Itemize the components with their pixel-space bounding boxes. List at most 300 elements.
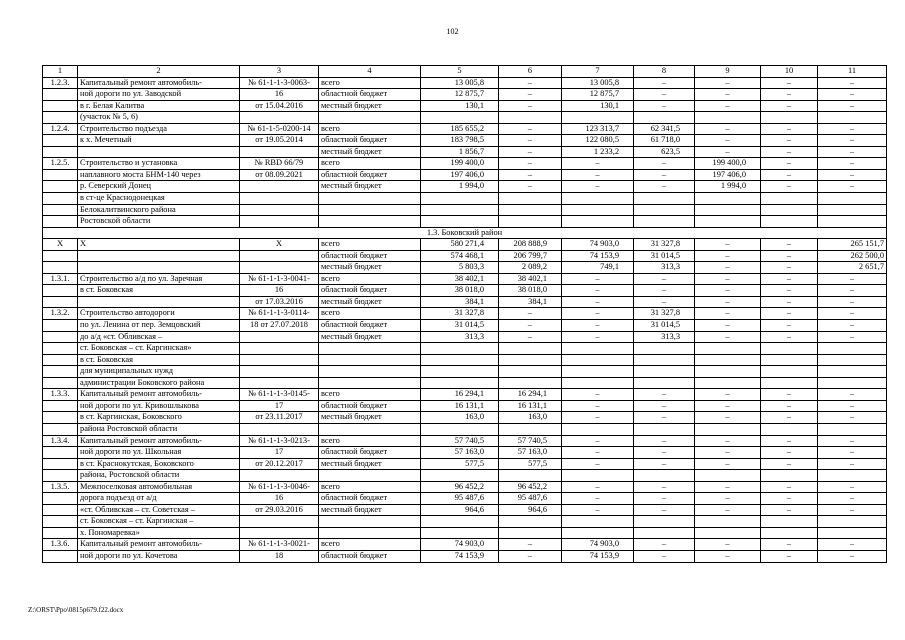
table-cell-c11: –	[818, 100, 887, 112]
table-cell-c2: в г. Белая Калитва	[78, 100, 240, 112]
table-cell-c1	[43, 181, 78, 193]
table-cell-c6: –	[499, 169, 562, 181]
table-cell-c5	[421, 516, 499, 528]
table-cell-c8: 623,5	[634, 146, 695, 158]
table-cell-c11: –	[818, 123, 887, 135]
table-row	[43, 331, 887, 343]
table-cell-c6: 38 018,0	[499, 285, 562, 297]
table-cell-c9	[695, 354, 761, 366]
column-header: 1	[43, 66, 78, 78]
table-row	[43, 135, 887, 147]
table-cell-c9: –	[695, 285, 761, 297]
table-row	[43, 296, 887, 308]
table-cell-c11: –	[818, 285, 887, 297]
table-cell-c9: 1 994,0	[695, 181, 761, 193]
table-cell-c3: № 61-1-5-0200-14	[240, 123, 319, 135]
table-cell-c11	[818, 354, 887, 366]
table-cell-c1	[43, 285, 78, 297]
table-cell-c8	[634, 366, 695, 378]
table-cell-c7: 74 153,9	[562, 550, 634, 562]
table-cell-c2: Строительство и установка	[78, 158, 240, 170]
table-cell-c6: 2 089,2	[499, 262, 562, 274]
table-cell-c3	[240, 343, 319, 355]
table-cell-c8: 61 718,0	[634, 135, 695, 147]
column-header: 9	[695, 66, 761, 78]
table-cell-c2: Капитальный ремонт автомобиль-	[78, 435, 240, 447]
table-cell-c9: –	[695, 250, 761, 262]
table-cell-c1	[43, 412, 78, 424]
table-row	[43, 377, 887, 389]
table-cell-c7: 13 005,8	[562, 77, 634, 89]
table-cell-c11: –	[818, 89, 887, 101]
table-cell-c9: –	[695, 296, 761, 308]
table-row	[43, 216, 887, 228]
table-cell-c1: 1.3.1.	[43, 273, 78, 285]
table-cell-c3: № 61-1-1-3-0041-	[240, 273, 319, 285]
table-cell-c9: –	[695, 320, 761, 332]
table-row	[43, 77, 887, 89]
table-cell-c10	[761, 193, 818, 205]
table-cell-c5: 964,6	[421, 504, 499, 516]
table-cell-c6: –	[499, 320, 562, 332]
table-cell-c7	[562, 216, 634, 228]
table-cell-c10: –	[761, 481, 818, 493]
table-row	[43, 412, 887, 424]
table-cell-c5	[421, 470, 499, 482]
table-cell-c10: –	[761, 181, 818, 193]
table-cell-c7: –	[562, 181, 634, 193]
table-cell-c5: 313,3	[421, 331, 499, 343]
table-cell-c9	[695, 112, 761, 124]
table-cell-c3: № 61-1-1-3-0046-	[240, 481, 319, 493]
table-cell-c10: –	[761, 493, 818, 505]
table-cell-c5: 130,1	[421, 100, 499, 112]
table-cell-c2: администрации Боковского района	[78, 377, 240, 389]
table-cell-c2: Капитальный ремонт автомобиль-	[78, 77, 240, 89]
table-cell-c10	[761, 343, 818, 355]
section-title-row	[43, 227, 887, 239]
table-cell-c2: Белокалитвинского района	[78, 204, 240, 216]
table-cell-c11: –	[818, 493, 887, 505]
table-cell-c9	[695, 423, 761, 435]
table-cell-c1	[43, 493, 78, 505]
table-cell-c11: –	[818, 135, 887, 147]
table-cell-c6: –	[499, 146, 562, 158]
table-cell-c6: 384,1	[499, 296, 562, 308]
table-cell-c6: 16 294,1	[499, 389, 562, 401]
table-cell-c6: 577,5	[499, 458, 562, 470]
table-cell-c6	[499, 516, 562, 528]
table-row	[43, 250, 887, 262]
table-cell-c6: –	[499, 135, 562, 147]
table-cell-c5: 1 994,0	[421, 181, 499, 193]
table-cell-c4: всего	[319, 539, 421, 551]
table-cell-c1	[43, 262, 78, 274]
table-cell-c8: –	[634, 169, 695, 181]
table-cell-c1	[43, 527, 78, 539]
table-cell-c3: 18 от 27.07.2018	[240, 320, 319, 332]
table-cell-c1	[43, 516, 78, 528]
table-cell-c5: 384,1	[421, 296, 499, 308]
table-cell-c10: –	[761, 458, 818, 470]
table-cell-c10: –	[761, 77, 818, 89]
table-cell-c2: ной дороги по ул. Школьная	[78, 447, 240, 459]
table-cell-c8: –	[634, 285, 695, 297]
table-cell-c9: 199 400,0	[695, 158, 761, 170]
table-cell-c9: –	[695, 493, 761, 505]
table-cell-c1	[43, 504, 78, 516]
table-cell-c8: –	[634, 77, 695, 89]
table-cell-c7: –	[562, 273, 634, 285]
table-cell-c9: –	[695, 539, 761, 551]
table-cell-c6: –	[499, 100, 562, 112]
table-cell-c4	[319, 516, 421, 528]
table-cell-c5	[421, 377, 499, 389]
table-cell-c7: 74 903,0	[562, 539, 634, 551]
table-cell-c11: –	[818, 435, 887, 447]
table-cell-c4: всего	[319, 158, 421, 170]
table-row	[43, 435, 887, 447]
table-cell-c4	[319, 470, 421, 482]
table-row	[43, 285, 887, 297]
table-cell-c4: местный бюджет	[319, 181, 421, 193]
table-cell-c10: –	[761, 539, 818, 551]
table-cell-c3: от 08.09.2021	[240, 169, 319, 181]
table-cell-c11: –	[818, 158, 887, 170]
table-row	[43, 123, 887, 135]
table-cell-c6: 38 402,1	[499, 273, 562, 285]
table-cell-c5	[421, 112, 499, 124]
table-cell-c10: –	[761, 550, 818, 562]
table-cell-c1	[43, 458, 78, 470]
table-cell-c11	[818, 527, 887, 539]
table-cell-c11	[818, 193, 887, 205]
table-cell-c11: –	[818, 296, 887, 308]
table-cell-c10: –	[761, 146, 818, 158]
table-row	[43, 504, 887, 516]
table-cell-c10	[761, 423, 818, 435]
table-cell-c5	[421, 423, 499, 435]
table-cell-c7: 749,1	[562, 262, 634, 274]
table-cell-c2: Строительство подъезда	[78, 123, 240, 135]
table-cell-c7: 12 875,7	[562, 89, 634, 101]
table-cell-c2: х. Пономаревка»	[78, 527, 240, 539]
table-cell-c9	[695, 343, 761, 355]
table-cell-c4: всего	[319, 123, 421, 135]
table-cell-c7: –	[562, 435, 634, 447]
table-cell-c3: 18	[240, 550, 319, 562]
table-cell-c6: –	[499, 550, 562, 562]
table-cell-c3: от 17.03.2016	[240, 296, 319, 308]
table-cell-c4: всего	[319, 435, 421, 447]
table-cell-c8: –	[634, 389, 695, 401]
table-cell-c7: –	[562, 481, 634, 493]
table-cell-c10	[761, 527, 818, 539]
table-cell-c8: –	[634, 100, 695, 112]
table-cell-c6: 208 888,9	[499, 239, 562, 251]
table-cell-c9	[695, 377, 761, 389]
table-cell-c4: областной бюджет	[319, 285, 421, 297]
table-cell-c5: 38 018,0	[421, 285, 499, 297]
table-cell-c5	[421, 193, 499, 205]
table-cell-c3	[240, 527, 319, 539]
column-header: 3	[240, 66, 319, 78]
table-cell-c4	[319, 366, 421, 378]
table-cell-c1	[43, 377, 78, 389]
table-cell-c7: –	[562, 412, 634, 424]
table-cell-c7: –	[562, 458, 634, 470]
table-cell-c8	[634, 516, 695, 528]
table-cell-c3: № 61-1-1-3-0114-	[240, 308, 319, 320]
table-cell-c11: 2 651,7	[818, 262, 887, 274]
table-cell-c10: –	[761, 400, 818, 412]
table-cell-c6	[499, 470, 562, 482]
table-cell-c7	[562, 423, 634, 435]
column-header: 8	[634, 66, 695, 78]
table-cell-c10: –	[761, 273, 818, 285]
table-cell-c6: 163,0	[499, 412, 562, 424]
table-cell-c2: Ростовской области	[78, 216, 240, 228]
table-cell-c7	[562, 343, 634, 355]
table-cell-c3	[240, 181, 319, 193]
table-cell-c10	[761, 516, 818, 528]
table-cell-c9: –	[695, 458, 761, 470]
table-cell-c1	[43, 550, 78, 562]
table-cell-c11: –	[818, 308, 887, 320]
table-cell-c7	[562, 527, 634, 539]
table-row	[43, 146, 887, 158]
table-cell-c11: –	[818, 481, 887, 493]
table-cell-c9: –	[695, 146, 761, 158]
table-cell-c8: 31 327,8	[634, 239, 695, 251]
table-cell-c5: 5 803,3	[421, 262, 499, 274]
table-cell-c1	[43, 470, 78, 482]
table-cell-c1	[43, 169, 78, 181]
table-cell-c4: всего	[319, 273, 421, 285]
table-cell-c9: –	[695, 389, 761, 401]
table-cell-c10	[761, 112, 818, 124]
table-cell-c6: 95 487,6	[499, 493, 562, 505]
table-cell-c11: –	[818, 539, 887, 551]
table-cell-c3	[240, 193, 319, 205]
table-cell-c1: 1.2.4.	[43, 123, 78, 135]
table-cell-c8: –	[634, 539, 695, 551]
table-cell-c10: –	[761, 169, 818, 181]
table-cell-c6: –	[499, 158, 562, 170]
table-cell-c8: –	[634, 296, 695, 308]
table-cell-c6	[499, 423, 562, 435]
table-cell-c3	[240, 516, 319, 528]
table-cell-c3	[240, 250, 319, 262]
table-cell-c2: для муниципальных нужд	[78, 366, 240, 378]
table-cell-c8: –	[634, 504, 695, 516]
table-cell-c1	[43, 423, 78, 435]
table-cell-c4	[319, 377, 421, 389]
table-cell-c5: 13 005,8	[421, 77, 499, 89]
table-cell-c8	[634, 527, 695, 539]
table-cell-c2: р. Северский Донец	[78, 181, 240, 193]
table-cell-c11: –	[818, 400, 887, 412]
table-cell-c1	[43, 204, 78, 216]
table-cell-c11: –	[818, 169, 887, 181]
table-cell-c10	[761, 470, 818, 482]
table-cell-c3: 17	[240, 400, 319, 412]
table-cell-c8: 313,3	[634, 331, 695, 343]
table-cell-c8	[634, 470, 695, 482]
table-cell-c6	[499, 216, 562, 228]
table-cell-c4	[319, 193, 421, 205]
table-row	[43, 308, 887, 320]
table-cell-c2: «ст. Обливская – ст. Советская –	[78, 504, 240, 516]
table-cell-c9	[695, 527, 761, 539]
table-cell-c6	[499, 193, 562, 205]
table-cell-c2	[78, 296, 240, 308]
table-cell-c10: –	[761, 123, 818, 135]
table-cell-c8: –	[634, 458, 695, 470]
table-cell-c2: до а/д «ст. Обливская –	[78, 331, 240, 343]
table-row	[43, 112, 887, 124]
table-cell-c4	[319, 204, 421, 216]
table-cell-c4: местный бюджет	[319, 412, 421, 424]
table-cell-c8: –	[634, 158, 695, 170]
table-cell-c3: от 19.05.2014	[240, 135, 319, 147]
table-cell-c11: –	[818, 181, 887, 193]
table-cell-c2: района, Ростовской области	[78, 470, 240, 482]
table-cell-c9: –	[695, 481, 761, 493]
table-cell-c4: всего	[319, 77, 421, 89]
table-cell-c2: по ул. Ленина от пер. Земцовский	[78, 320, 240, 332]
table-row	[43, 343, 887, 355]
table-cell-c6: 96 452,2	[499, 481, 562, 493]
table-cell-c11	[818, 343, 887, 355]
table-cell-c4: областной бюджет	[319, 169, 421, 181]
table-cell-c3	[240, 423, 319, 435]
table-cell-c4	[319, 216, 421, 228]
table-cell-c4	[319, 112, 421, 124]
table-cell-c7: –	[562, 158, 634, 170]
table-cell-c1	[43, 146, 78, 158]
table-cell-c9: –	[695, 308, 761, 320]
table-cell-c1	[43, 331, 78, 343]
table-cell-c4	[319, 343, 421, 355]
table-cell-c7: 123 313,7	[562, 123, 634, 135]
table-cell-c6: –	[499, 123, 562, 135]
table-cell-c3: от 15.04.2016	[240, 100, 319, 112]
table-cell-c2: в ст. Краснокутская, Боковского	[78, 458, 240, 470]
table-cell-c7	[562, 193, 634, 205]
table-cell-c8: 31 014,5	[634, 250, 695, 262]
column-header: 11	[818, 66, 887, 78]
table-cell-c3	[240, 146, 319, 158]
table-cell-c5: 57 740,5	[421, 435, 499, 447]
table-cell-c7: 1 233,2	[562, 146, 634, 158]
table-cell-c5: 95 487,6	[421, 493, 499, 505]
table-cell-c9: –	[695, 400, 761, 412]
table-cell-c8	[634, 343, 695, 355]
table-cell-c4	[319, 527, 421, 539]
table-cell-c4: местный бюджет	[319, 331, 421, 343]
table-cell-c2: Капитальный ремонт автомобиль-	[78, 389, 240, 401]
column-header: 6	[499, 66, 562, 78]
table-row	[43, 262, 887, 274]
table-cell-c2: ной дороги по ул. Заводской	[78, 89, 240, 101]
table-cell-c9	[695, 216, 761, 228]
table-cell-c6: 964,6	[499, 504, 562, 516]
table-cell-c1: 1.3.4.	[43, 435, 78, 447]
table-cell-c8: –	[634, 89, 695, 101]
table-cell-c10: –	[761, 296, 818, 308]
table-cell-c3	[240, 262, 319, 274]
table-cell-c1	[43, 366, 78, 378]
table-row	[43, 493, 887, 505]
table-cell-c3: 16	[240, 493, 319, 505]
table-cell-c1	[43, 400, 78, 412]
table-cell-c8	[634, 423, 695, 435]
table-row	[43, 389, 887, 401]
table-cell-c11	[818, 204, 887, 216]
table-cell-c8	[634, 204, 695, 216]
table-cell-c2: ной дороги по ул. Кочетова	[78, 550, 240, 562]
table-cell-c5: 16 131,1	[421, 400, 499, 412]
table-row	[43, 204, 887, 216]
table-cell-c10: –	[761, 504, 818, 516]
table-cell-c2: Межпоселковая автомобильная	[78, 481, 240, 493]
table-cell-c4: областной бюджет	[319, 320, 421, 332]
table-cell-c6: –	[499, 77, 562, 89]
table-cell-c1	[43, 216, 78, 228]
page-number: 102	[446, 27, 459, 36]
table-cell-c4: местный бюджет	[319, 458, 421, 470]
table-cell-c1	[43, 89, 78, 101]
table-cell-c2: X	[78, 239, 240, 251]
table-cell-c4: всего	[319, 308, 421, 320]
table-cell-c11: –	[818, 146, 887, 158]
table-cell-c1	[43, 447, 78, 459]
table-cell-c9: –	[695, 447, 761, 459]
table-cell-c11: 265 151,7	[818, 239, 887, 251]
table-cell-c3	[240, 366, 319, 378]
table-cell-c5: 31 327,8	[421, 308, 499, 320]
table-cell-c4: областной бюджет	[319, 493, 421, 505]
table-cell-c9: –	[695, 123, 761, 135]
table-cell-c2: (участок № 5, 6)	[78, 112, 240, 124]
table-cell-c3: от 23.11.2017	[240, 412, 319, 424]
table-cell-c1	[43, 320, 78, 332]
table-cell-c4: местный бюджет	[319, 100, 421, 112]
table-cell-c7: –	[562, 331, 634, 343]
table-row	[43, 447, 887, 459]
table-cell-c10: –	[761, 262, 818, 274]
table-row	[43, 354, 887, 366]
column-header: 10	[761, 66, 818, 78]
table-cell-c4: всего	[319, 239, 421, 251]
table-cell-c11: 262 500,0	[818, 250, 887, 262]
table-cell-c6: –	[499, 181, 562, 193]
table-cell-c11: –	[818, 273, 887, 285]
table-cell-c8: 313,3	[634, 262, 695, 274]
table-cell-c3: X	[240, 239, 319, 251]
table-cell-c5: 96 452,2	[421, 481, 499, 493]
table-cell-c11: –	[818, 550, 887, 562]
table-cell-c11: –	[818, 389, 887, 401]
table-row	[43, 550, 887, 562]
column-header: 5	[421, 66, 499, 78]
table-cell-c8: –	[634, 550, 695, 562]
table-cell-c8: –	[634, 447, 695, 459]
table-cell-c11	[818, 423, 887, 435]
table-cell-c6	[499, 204, 562, 216]
table-cell-c5: 16 294,1	[421, 389, 499, 401]
